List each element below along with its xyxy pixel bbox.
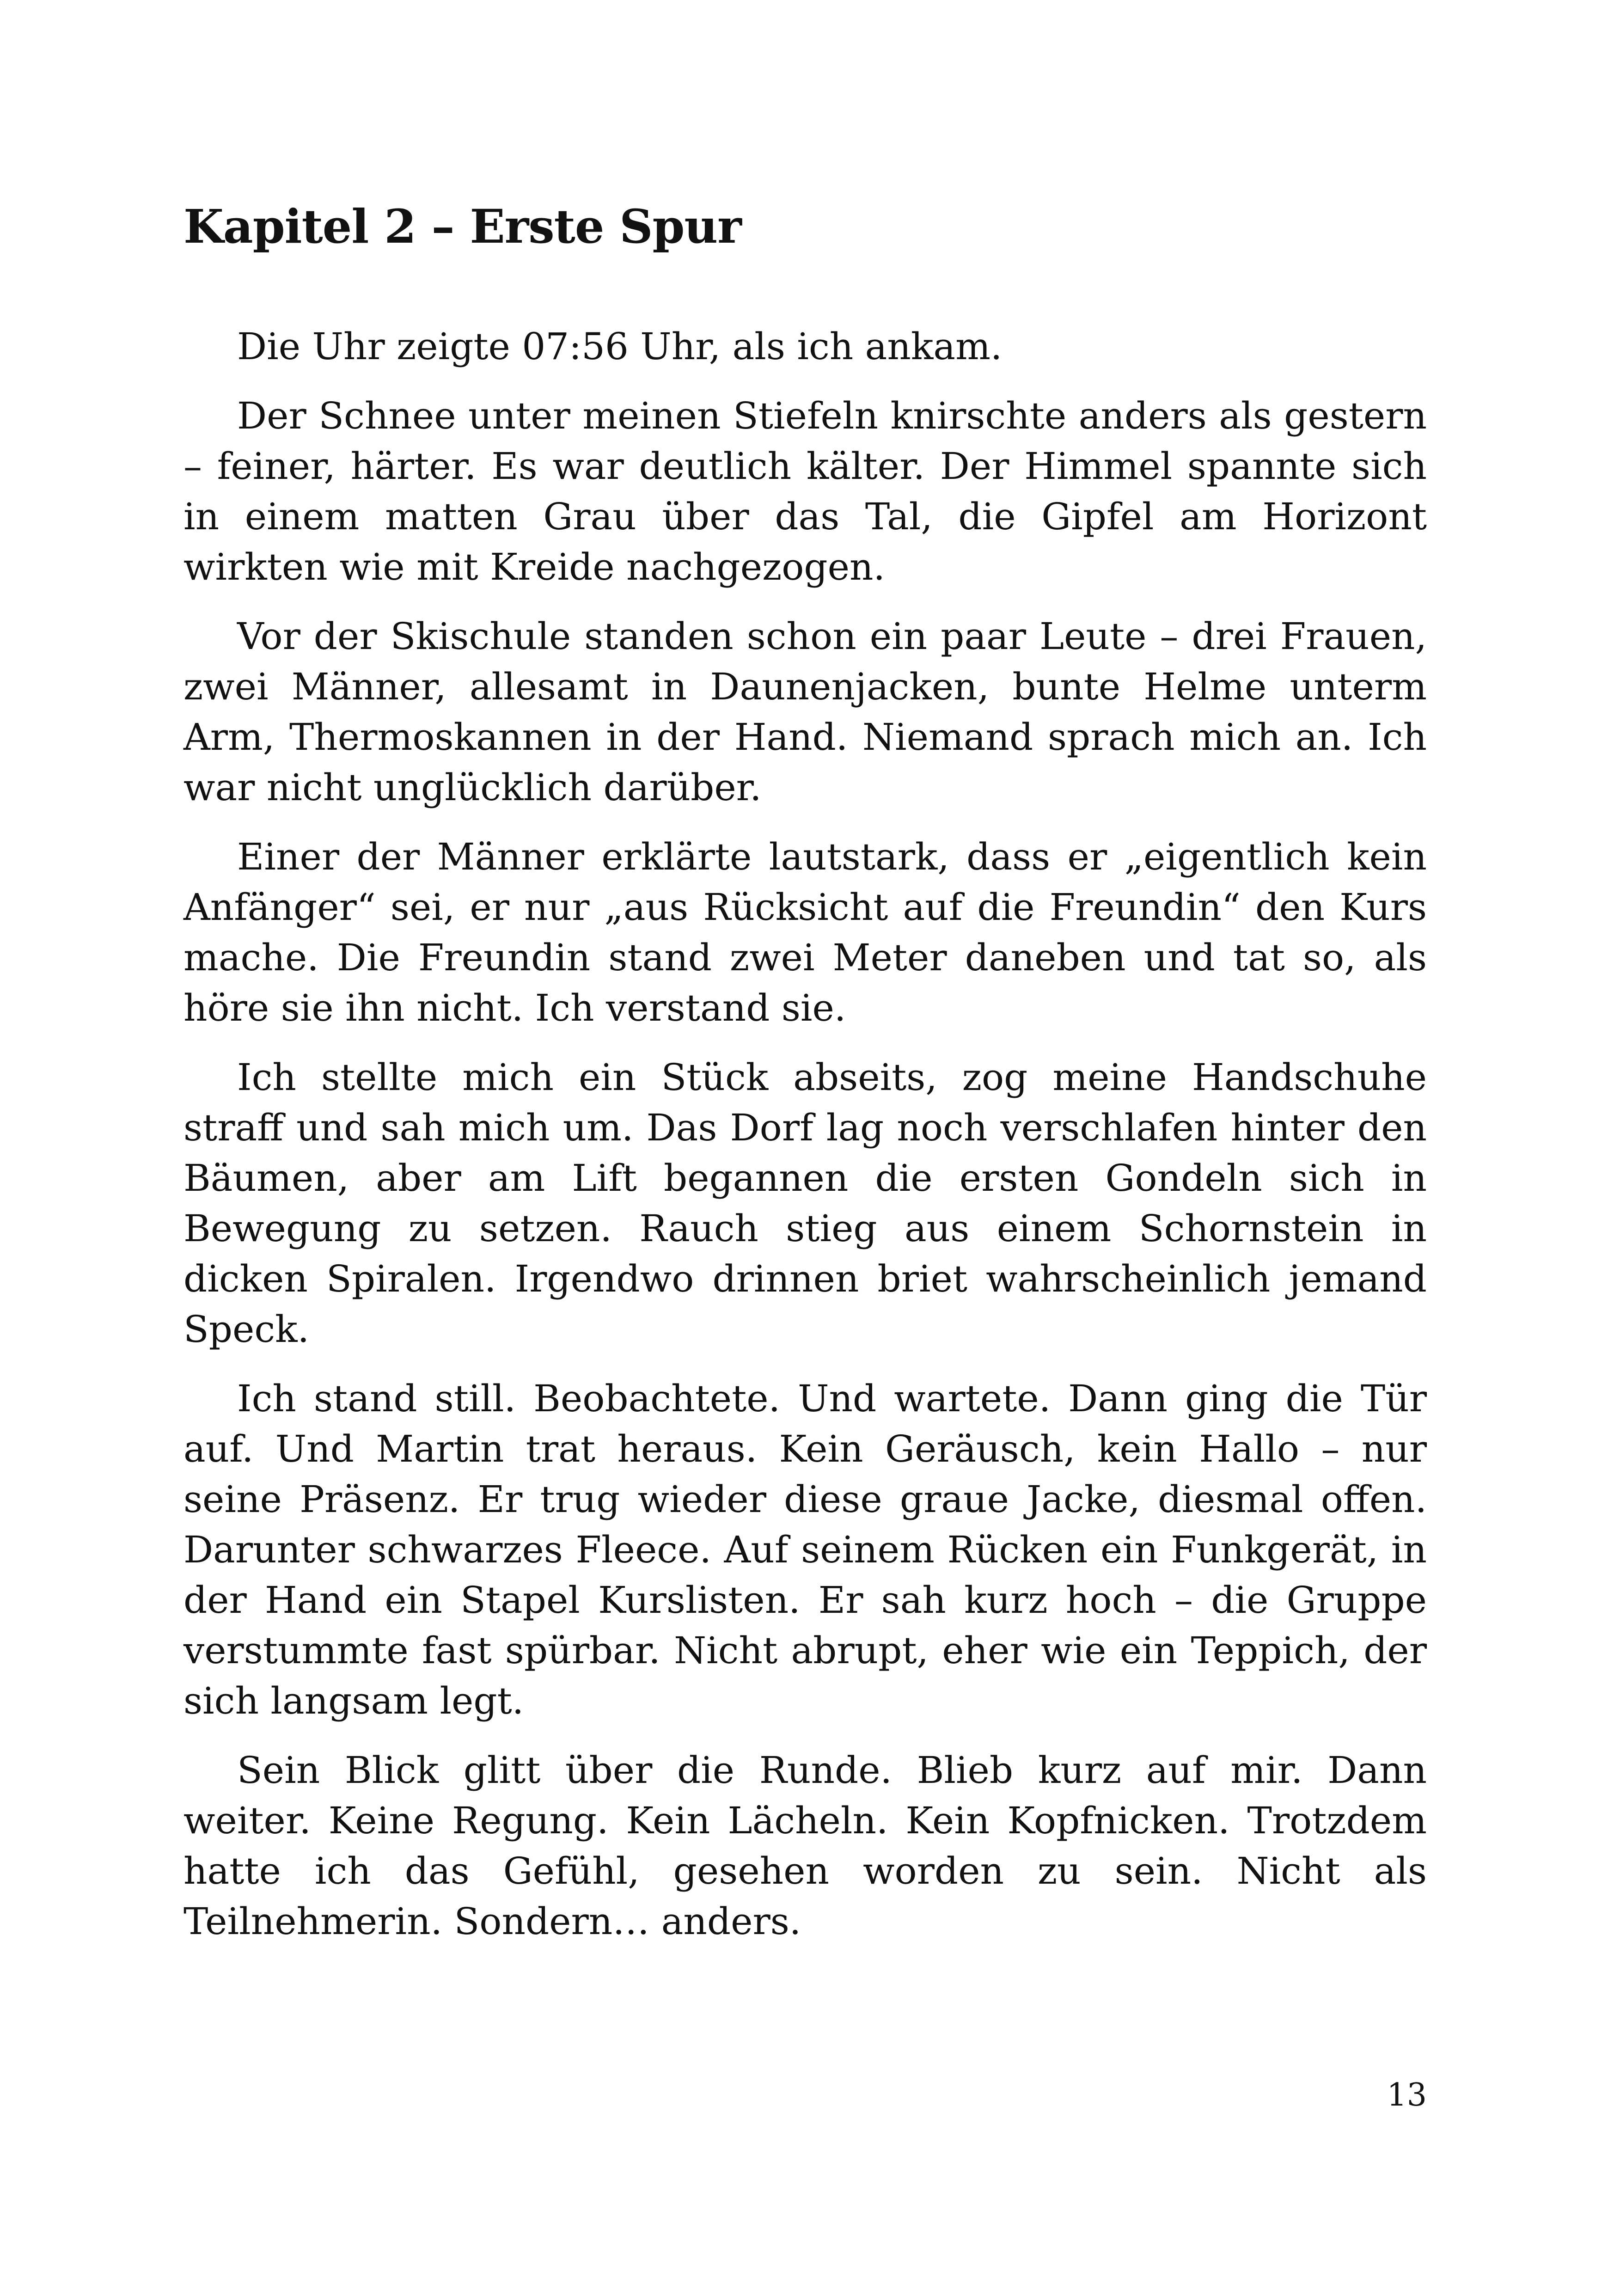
paragraph-6: Ich stand still. Beobachtete. Und wartete. Dann ging die Tür auf. Und Martin trat heraus. Kein Geräusch, kein Hallo – nur seine Präsenz. Er trug wieder diese graue Jacke, diesmal offen. Darunter schwarzes Fleece. Auf seinem Rücken ein Funkgerät, in der Hand ein Stapel Kurslisten. Er sah kurz hoch – die Gruppe verstummte fast spürbar. Nicht abrupt, eher wie ein Teppich, der sich langsam legt. — [183, 1377, 1427, 1722]
paragraph-3: Vor der Skischule standen schon ein paar Leute – drei Frauen, zwei Männer, allesamt in Daunenjacken, bunte Helme unterm Arm, Thermoskannen in der Hand. Niemand sprach mich an. Ich war nicht unglücklich darüber. — [183, 615, 1427, 809]
paragraph-2: Der Schnee unter meinen Stiefeln knirschte anders als gestern – feiner, härter. Es war deutlich kälter. Der Himmel spannte sich in einem matten Grau über das Tal, die Gipfel am Horizont wirkten wie mit Kreide nachgezogen. — [183, 394, 1427, 588]
paragraph-5: Ich stellte mich ein Stück abseits, zog meine Handschuhe straff und sah mich um. Das Dorf lag noch verschlafen hinter den Bäumen, aber am Lift begannen die ersten Gondeln sich in Bewegung zu setzen. Rauch stieg aus einem Schornstein in dicken Spiralen. Irgendwo drinnen briet wahrscheinlich jemand Speck. — [183, 1056, 1427, 1351]
book-page — [183, 0, 1427, 2296]
page-number: 13 — [1387, 2077, 1427, 2113]
paragraph-4: Einer der Männer erklärte lautstark, dass er „eigentlich kein Anfänger“ sei, er nur „aus Rücksicht auf die Freundin“ den Kurs mache. Die Freundin stand zwei Meter daneben und tat so, als höre sie ihn nicht. Ich verstand sie. — [183, 835, 1427, 1029]
paragraph-7: Sein Blick glitt über die Runde. Blieb kurz auf mir. Dann weiter. Keine Regung. Kein Lächeln. Kein Kopfnicken. Trotzdem hatte ich das Gefühl, gesehen worden zu sein. Nicht als Teilnehmerin. Sondern… anders. — [183, 1749, 1427, 1943]
paragraph-1: Die Uhr zeigte 07:56 Uhr, als ich ankam. — [237, 325, 1003, 368]
body-text — [183, 321, 1427, 1965]
chapter-title: Kapitel 2 – Erste Spur — [183, 199, 741, 254]
